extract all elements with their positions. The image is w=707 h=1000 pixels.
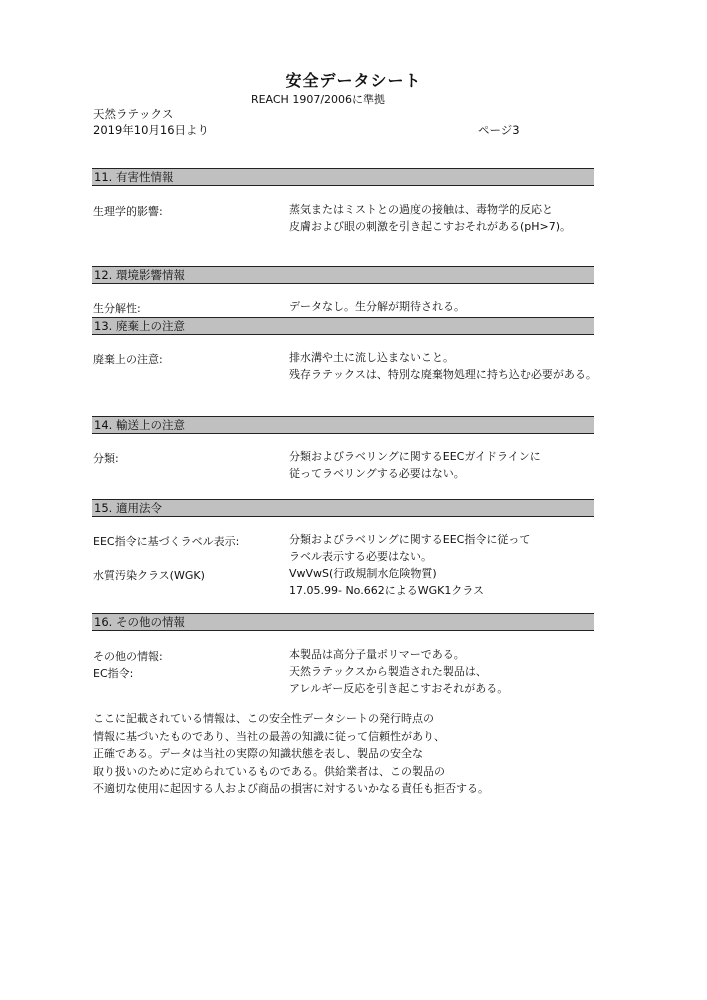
section-15-label-ec-labeling: EEC指令に基づくラベル表示: [93,535,240,548]
section-15-value-wgk [289,565,484,599]
section-15-label-wgk: 水質汚染クラス(WGK) [93,569,205,582]
regulation-subtitle: REACH 1907/2006に準拠 [250,93,386,106]
section-15-value-ec-labeling [289,531,530,565]
section-13-header: 13. 廃棄上の注意 [92,317,594,335]
section-13-label: 廃棄上の注意: [93,353,163,366]
section-14-label: 分類: [93,452,119,465]
section-16-value-ec [289,663,508,697]
section-13-line: 残存ラテックスは、特別な廃棄物処理に持ち込む必要がある。 [289,368,597,381]
section-11-header: 11. 有害性情報 [92,168,594,186]
document-title: 安全データシート [285,71,422,90]
section-16-value-other [289,646,465,663]
section-16-header: 16. その他の情報 [92,613,594,631]
disclaimer-line: 情報に基づいたものであり、当社の最善の知識に従って信頼性があり、 [93,729,445,743]
effective-date: 2019年10月16日より [93,123,210,137]
section-11-line: 皮膚および眼の刺激を引き起こすおそれがある(pH>7)。 [289,220,572,233]
section-16-line: 天然ラテックスから製造された製品は、 [289,665,487,678]
section-14-line: 分類およびラベリングに関するEECガイドラインに [289,450,541,463]
section-15-header: 15. 適用法令 [92,499,594,517]
section-15-line: 17.05.99- No.662によるWGK1クラス [289,584,484,597]
disclaimer-line: 不適切な使用に起因する人および商品の損害に対するいかなる責任も拒否する。 [93,782,489,795]
section-11-value [289,201,571,235]
disclaimer-line: 正確である。データは当社の実際の知識状態を表し、製品の安全な [93,747,423,760]
section-12-value [289,298,465,315]
section-12-line: データなし。生分解が期待される。 [289,300,465,313]
section-12-label: 生分解性: [93,302,141,315]
disclaimer-paragraph [93,710,489,798]
section-15-line: VwVwS(行政規制水危険物質) [289,567,437,580]
page-number: ページ3 [478,123,520,137]
section-16-line: アレルギー反応を引き起こすおそれがある。 [289,682,509,695]
section-16-label-ec: EC指令: [93,667,134,680]
section-16-line: 本製品は高分子量ポリマーである。 [289,648,465,661]
section-14-header: 14. 輸送上の注意 [92,416,594,434]
section-11-label: 生理学的影響: [93,205,163,218]
product-name: 天然ラテックス [93,107,174,121]
disclaimer-line: 取り扱いのために定められているものである。供給業者は、この製品の [93,764,445,778]
section-13-line: 排水溝や土に流し込まないこと。 [289,351,454,364]
disclaimer-line: ここに記載されている情報は、この安全性データシートの発行時点の [93,712,434,725]
section-14-value [289,448,541,482]
section-13-value [289,349,597,383]
section-15-line: 分類およびラベリングに関するEEC指令に従って [289,533,531,546]
section-16-label-other: その他の情報: [93,650,163,663]
section-11-line: 蒸気またはミストとの過度の接触は、毒物学的反応と [289,203,553,216]
section-15-line: ラベル表示する必要はない。 [289,550,432,563]
section-14-line: 従ってラベリングする必要はない。 [289,467,465,480]
section-12-header: 12. 環境影響情報 [92,266,594,284]
